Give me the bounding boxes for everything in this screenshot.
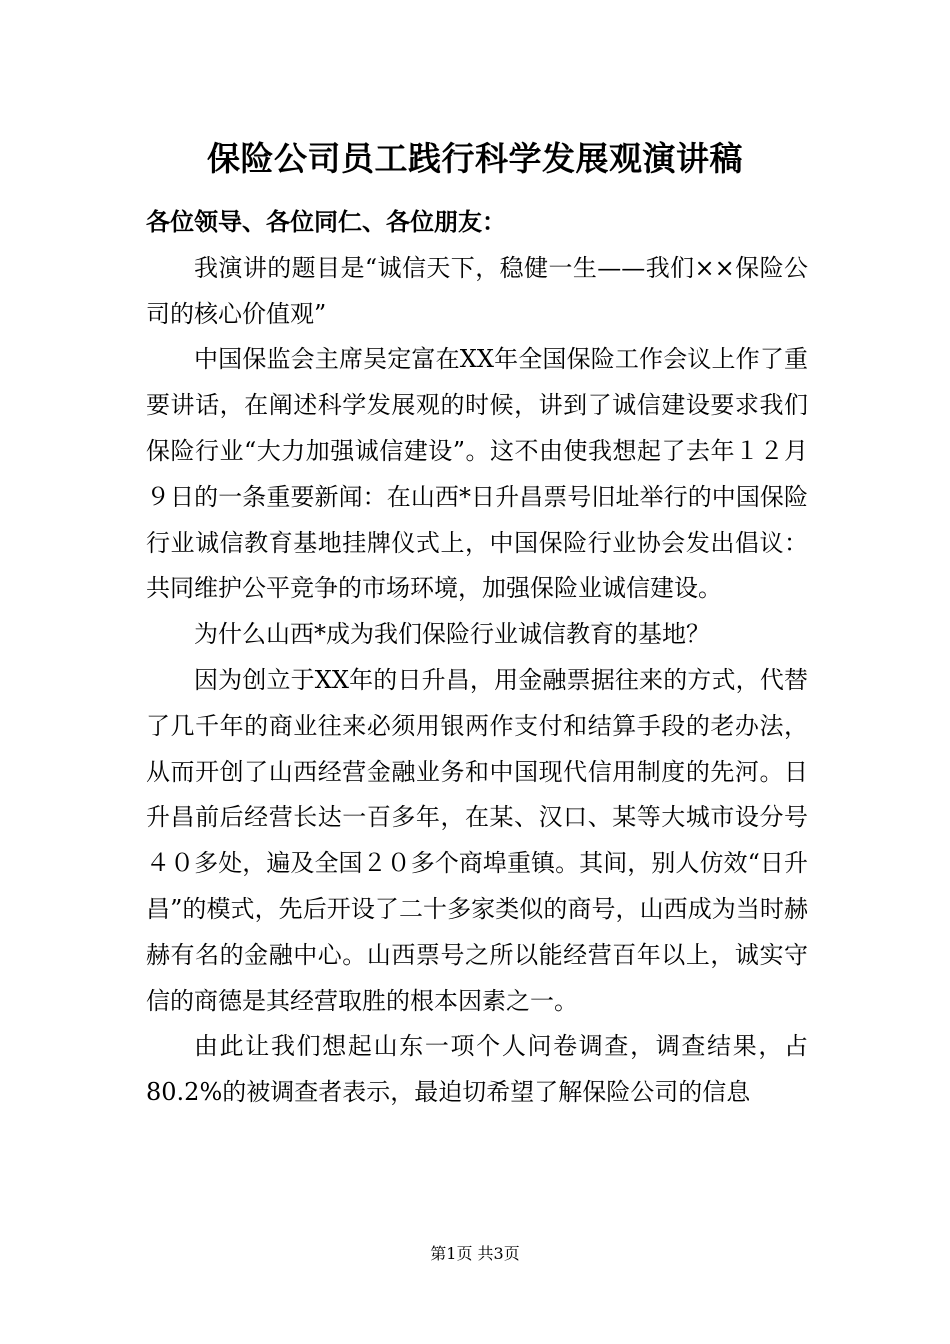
paragraph-news: 中国保监会主席吴定富在XX年全国保险工作会议上作了重要讲话，在阐述科学发展观的时候，讲到了诚信建设要求我们保险行业“大力加强诚信建设”。这不由使我想起了去年１２月９日的一条重要新闻：在山西*日升昌票号旧址举行的中国保险行业诚信教育基地挂牌仪式上，中国保险行业协会发出倡议：共同维护公平竞争的市场环境，加强保险业诚信建设。 <box>146 345 808 603</box>
document-body <box>146 200 808 1116</box>
page-number: 第1页 共3页 <box>430 1244 520 1263</box>
paragraph-survey: 由此让我们想起山东一项个人问卷调查，调查结果，占80.2%的被调查者表示，最迫切希望了解保险公司的信息 <box>146 1032 808 1107</box>
paragraph-topic: 我演讲的题目是“诚信天下，稳健一生——我们××保险公司的核心价值观” <box>146 253 808 328</box>
salutation: 各位领导、各位同仁、各位朋友： <box>146 208 506 236</box>
paragraph-history: 因为创立于XX年的日升昌，用金融票据往来的方式，代替了几千年的商业往来必须用银两作支付和结算手段的老办法，从而开创了山西经营金融业务和中国现代信用制度的先河。日升昌前后经营长达一百多年，在某、汉口、某等大城市设分号４０多处，遍及全国２０多个商埠重镇。其间，别人仿效“日升昌”的模式，先后开设了二十多家类似的商号，山西成为当时赫赫有名的金融中心。山西票号之所以能经营百年以上，诚实守信的商德是其经营取胜的根本因素之一。 <box>146 665 808 1015</box>
paragraph-question: 为什么山西*成为我们保险行业诚信教育的基地？ <box>194 620 710 649</box>
document-title: 保险公司员工践行科学发展观演讲稿 <box>207 139 743 178</box>
